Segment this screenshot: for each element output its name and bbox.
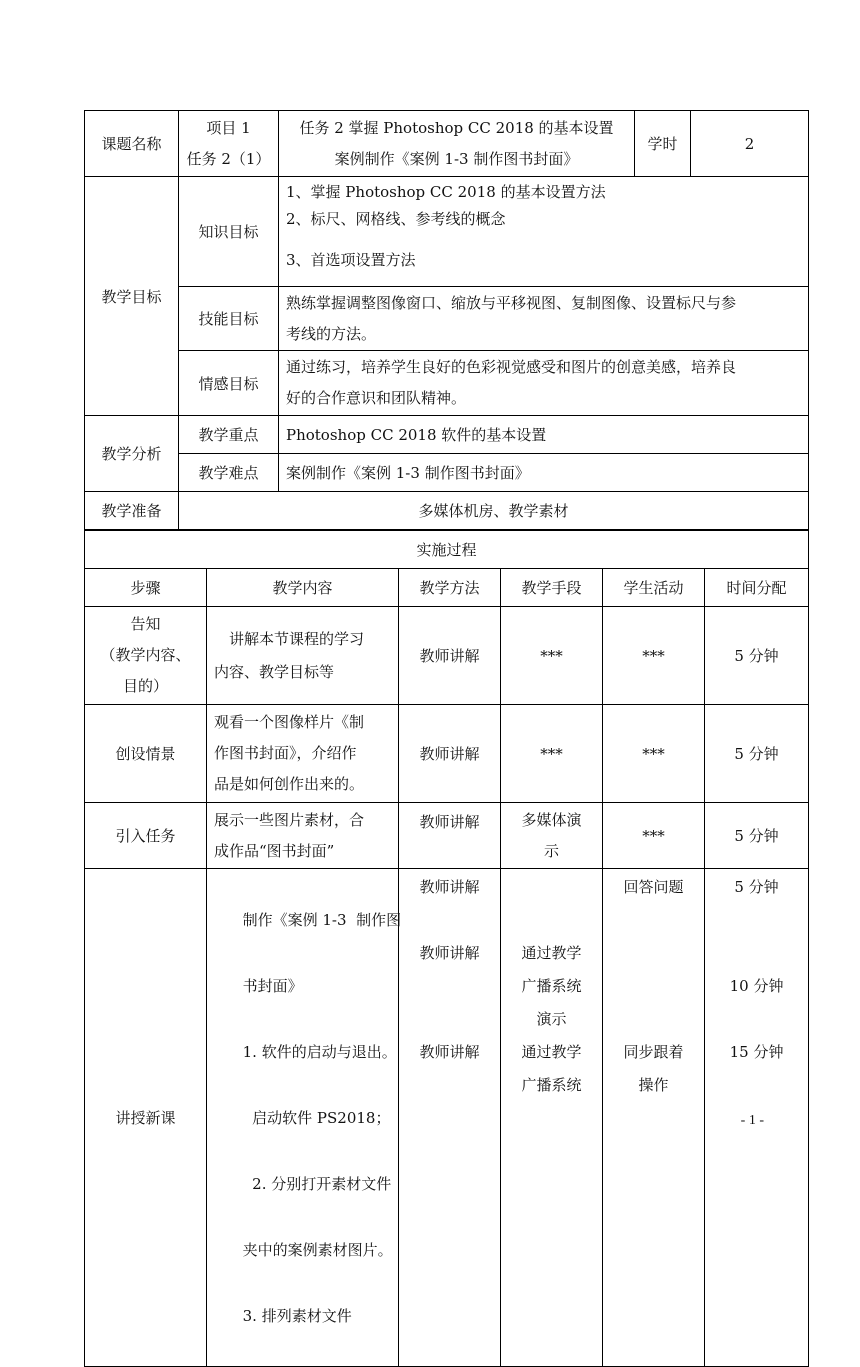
means-text: 演示 [536, 1010, 567, 1028]
knowledge-label: 知识目标 [179, 177, 279, 287]
key-point-row [85, 416, 809, 454]
knowledge-line: 1、掌握 Photoshop CC 2018 的基本设置方法 [286, 183, 606, 201]
column-header: 教学手段 [501, 569, 603, 607]
means-text: *** [501, 705, 603, 803]
lecture-row [85, 869, 809, 1367]
step-text: （教学内容、 [100, 646, 191, 664]
activity-text: 同步跟着 [623, 1043, 684, 1061]
step-text: 告知 [130, 615, 161, 633]
method-text: 教师讲解 [419, 944, 480, 962]
process-table [84, 530, 809, 1367]
time-text: 5 分钟 [734, 878, 779, 896]
content-text: 书封面》 [242, 977, 303, 995]
method-text: 教师讲解 [399, 803, 501, 869]
project-line1: 项目 1 [206, 118, 251, 137]
means-text: 多媒体演示 [501, 803, 603, 869]
emotion-line: 好的合作意识和团队精神。 [286, 389, 467, 407]
process-title: 实施过程 [85, 531, 809, 569]
table-row [85, 705, 809, 803]
difficulty-label: 教学难点 [179, 454, 279, 492]
hours-label: 学时 [635, 111, 691, 177]
preparation-label: 教学准备 [85, 492, 179, 530]
project-line2: 任务 2（1） [186, 149, 271, 168]
column-header: 步骤 [85, 569, 207, 607]
course-name-label: 课题名称 [85, 111, 179, 177]
emotion-row [85, 351, 809, 416]
activity-text: *** [603, 607, 705, 705]
column-header: 教学方法 [399, 569, 501, 607]
knowledge-line: 3、首选项设置方法 [286, 251, 416, 269]
content-text: 品是如何创作出来的。 [214, 775, 365, 793]
emotion-label: 情感目标 [179, 351, 279, 416]
difficulty-row [85, 454, 809, 492]
content-text: 2. 分别打开素材文件 [242, 1175, 392, 1193]
knowledge-row [85, 177, 809, 287]
preparation-row [85, 492, 809, 530]
means-text: *** [501, 607, 603, 705]
means-text: 广播系统 [521, 977, 582, 995]
column-header: 学生活动 [603, 569, 705, 607]
process-title-row [85, 531, 809, 569]
key-point-value: Photoshop CC 2018 软件的基本设置 [279, 416, 809, 454]
skill-label: 技能目标 [179, 287, 279, 351]
method-text: 教师讲解 [419, 878, 480, 896]
means-text: 通过教学 [521, 944, 582, 962]
activity-text: *** [603, 705, 705, 803]
means-text: 通过教学 [521, 1043, 582, 1061]
time-text: 5 分钟 [705, 803, 809, 869]
lesson-plan-table [84, 110, 809, 530]
time-text: 5 分钟 [705, 705, 809, 803]
task-line1: 任务 2 掌握 Photoshop CC 2018 的基本设置 [299, 118, 614, 137]
time-text: 5 分钟 [705, 607, 809, 705]
method-text: 教师讲解 [419, 1043, 480, 1061]
content-text: 成作品“图书封面” [214, 841, 335, 860]
skill-line: 考线的方法。 [286, 324, 377, 343]
page-number: - 1 - [740, 1113, 764, 1128]
content-text: 展示一些图片素材，合 [214, 810, 365, 829]
method-text: 教师讲解 [399, 607, 501, 705]
table-row [85, 607, 809, 705]
step-text: 创设情景 [85, 705, 207, 803]
content-text: 1. 软件的启动与退出。 [242, 1043, 397, 1061]
key-point-label: 教学重点 [179, 416, 279, 454]
content-text: 制作《案例 1-3 制作图 [242, 911, 402, 929]
header-row [85, 111, 809, 177]
preparation-value: 多媒体机房、教学素材 [179, 492, 809, 530]
content-text: 作图书封面》，介绍作 [214, 744, 357, 762]
difficulty-value: 案例制作《案例 1-3 制作图书封面》 [279, 454, 809, 492]
content-text: 3. 排列素材文件 [242, 1307, 352, 1325]
content-text: 讲解本节课程的学习 [214, 629, 365, 648]
content-text: 内容、教学目标等 [214, 662, 335, 681]
step-text: 讲授新课 [85, 869, 207, 1367]
content-text: 夹中的案例素材图片。 [242, 1241, 393, 1259]
activity-text: 回答问题 [623, 878, 684, 896]
task-line2: 案例制作《案例 1-3 制作图书封面》 [334, 149, 579, 168]
time-text: 15 分钟 [729, 1043, 784, 1061]
table-row [85, 803, 809, 869]
skill-row [85, 287, 809, 351]
process-header-row [85, 569, 809, 607]
method-text: 教师讲解 [399, 705, 501, 803]
means-text: 广播系统 [521, 1076, 582, 1094]
activity-text: *** [603, 803, 705, 869]
column-header: 时间分配 [705, 569, 809, 607]
time-text: 10 分钟 [729, 977, 784, 995]
analysis-label: 教学分析 [85, 416, 179, 492]
content-text: 观看一个图像样片《制 [214, 713, 365, 731]
step-text: 引入任务 [85, 803, 207, 869]
content-text: 启动软件 PS2018； [242, 1109, 391, 1127]
emotion-line: 通过练习，培养学生良好的色彩视觉感受和图片的创意美感，培养良 [286, 358, 737, 376]
knowledge-line: 2、标尺、网格线、参考线的概念 [286, 210, 506, 228]
column-header: 教学内容 [207, 569, 399, 607]
step-text: 目的） [122, 677, 168, 695]
hours-value: 2 [691, 111, 809, 177]
activity-text: 操作 [638, 1076, 669, 1094]
objectives-label: 教学目标 [85, 177, 179, 416]
skill-line: 熟练掌握调整图像窗口、缩放与平移视图、复制图像、设置标尺与参 [286, 293, 737, 312]
